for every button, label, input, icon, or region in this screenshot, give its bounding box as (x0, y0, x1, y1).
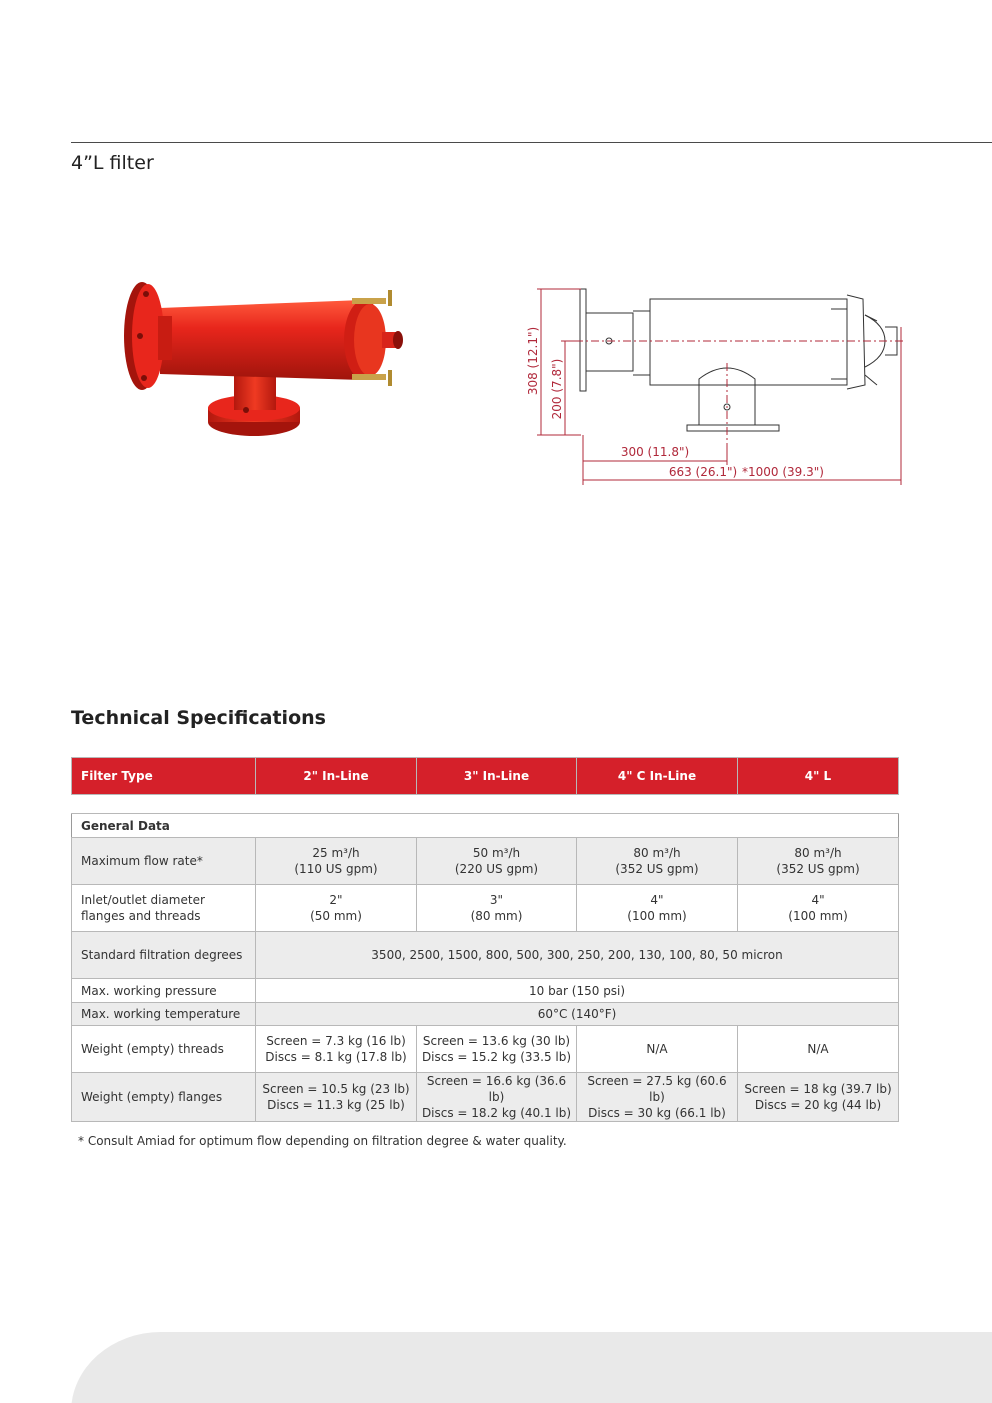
row-label-weight-flanges: Weight (empty) flanges (72, 1073, 256, 1122)
cell: Screen = 16.6 kg (36.6 lb) Discs = 18.2 kg (40.1 lb) (417, 1073, 577, 1122)
filter-photo (100, 270, 450, 450)
dim-service-length: *1000 (39.3") (742, 465, 824, 479)
cell: 80 m³/h (352 US gpm) (577, 838, 738, 885)
cell: Screen = 13.6 kg (30 lb) Discs = 15.2 kg (33.5 lb) (417, 1026, 577, 1073)
cell-filtration: 3500, 2500, 1500, 800, 500, 300, 250, 200, 130, 100, 80, 50 micron (256, 932, 899, 979)
cell: 4" (100 mm) (577, 885, 738, 932)
row-label-temperature: Max. working temperature (72, 1003, 256, 1026)
table-row (72, 1073, 899, 1122)
cell: Screen = 10.5 kg (23 lb) Discs = 11.3 kg (25 lb) (256, 1073, 417, 1122)
footer-decoration (71, 1332, 992, 1403)
section-title: 4”L filter (71, 152, 154, 174)
spec-title: Technical Specifications (71, 707, 326, 729)
header-4in-c-inline: 4" C In-Line (577, 758, 738, 795)
spec-body-table (71, 813, 899, 1122)
spec-header-table (71, 757, 899, 795)
dim-height-inlet: 200 (7.8") (550, 358, 564, 420)
header-3in-inline: 3" In-Line (417, 758, 577, 795)
dimension-drawing (515, 275, 915, 490)
cell: 80 m³/h (352 US gpm) (738, 838, 899, 885)
cell: 25 m³/h (110 US gpm) (256, 838, 417, 885)
dim-outlet-offset: 300 (11.8") (620, 445, 690, 459)
table-row (72, 979, 899, 1003)
cell: Screen = 27.5 kg (60.6 lb) Discs = 30 kg (66.1 lb) (577, 1073, 738, 1122)
row-label-filtration: Standard filtration degrees (72, 932, 256, 979)
cell: 3" (80 mm) (417, 885, 577, 932)
table-row (72, 838, 899, 885)
table-row (72, 1003, 899, 1026)
row-label-weight-threads: Weight (empty) threads (72, 1026, 256, 1073)
cell: N/A (738, 1026, 899, 1073)
cell-pressure: 10 bar (150 psi) (256, 979, 899, 1003)
header-2in-inline: 2" In-Line (256, 758, 417, 795)
dim-length: 663 (26.1") (668, 465, 738, 479)
row-label-diameter: Inlet/outlet diameter flanges and threads (72, 885, 256, 932)
footnote: * Consult Amiad for optimum flow depending on filtration degree & water quality. (78, 1134, 567, 1148)
header-filter-type: Filter Type (72, 758, 256, 795)
cell: 2" (50 mm) (256, 885, 417, 932)
header-4in-l: 4" L (738, 758, 899, 795)
group-label: General Data (72, 814, 899, 838)
cell: 50 m³/h (220 US gpm) (417, 838, 577, 885)
cell: 4" (100 mm) (738, 885, 899, 932)
cell: N/A (577, 1026, 738, 1073)
table-row (72, 885, 899, 932)
top-rule (71, 142, 992, 143)
row-label-flow: Maximum flow rate* (72, 838, 256, 885)
row-label-pressure: Max. working pressure (72, 979, 256, 1003)
cell: Screen = 7.3 kg (16 lb) Discs = 8.1 kg (17.8 lb) (256, 1026, 417, 1073)
table-row (72, 1026, 899, 1073)
table-row (72, 932, 899, 979)
cell-temperature: 60°C (140°F) (256, 1003, 899, 1026)
dim-height-total: 308 (12.1") (526, 326, 540, 396)
cell: Screen = 18 kg (39.7 lb) Discs = 20 kg (44 lb) (738, 1073, 899, 1122)
